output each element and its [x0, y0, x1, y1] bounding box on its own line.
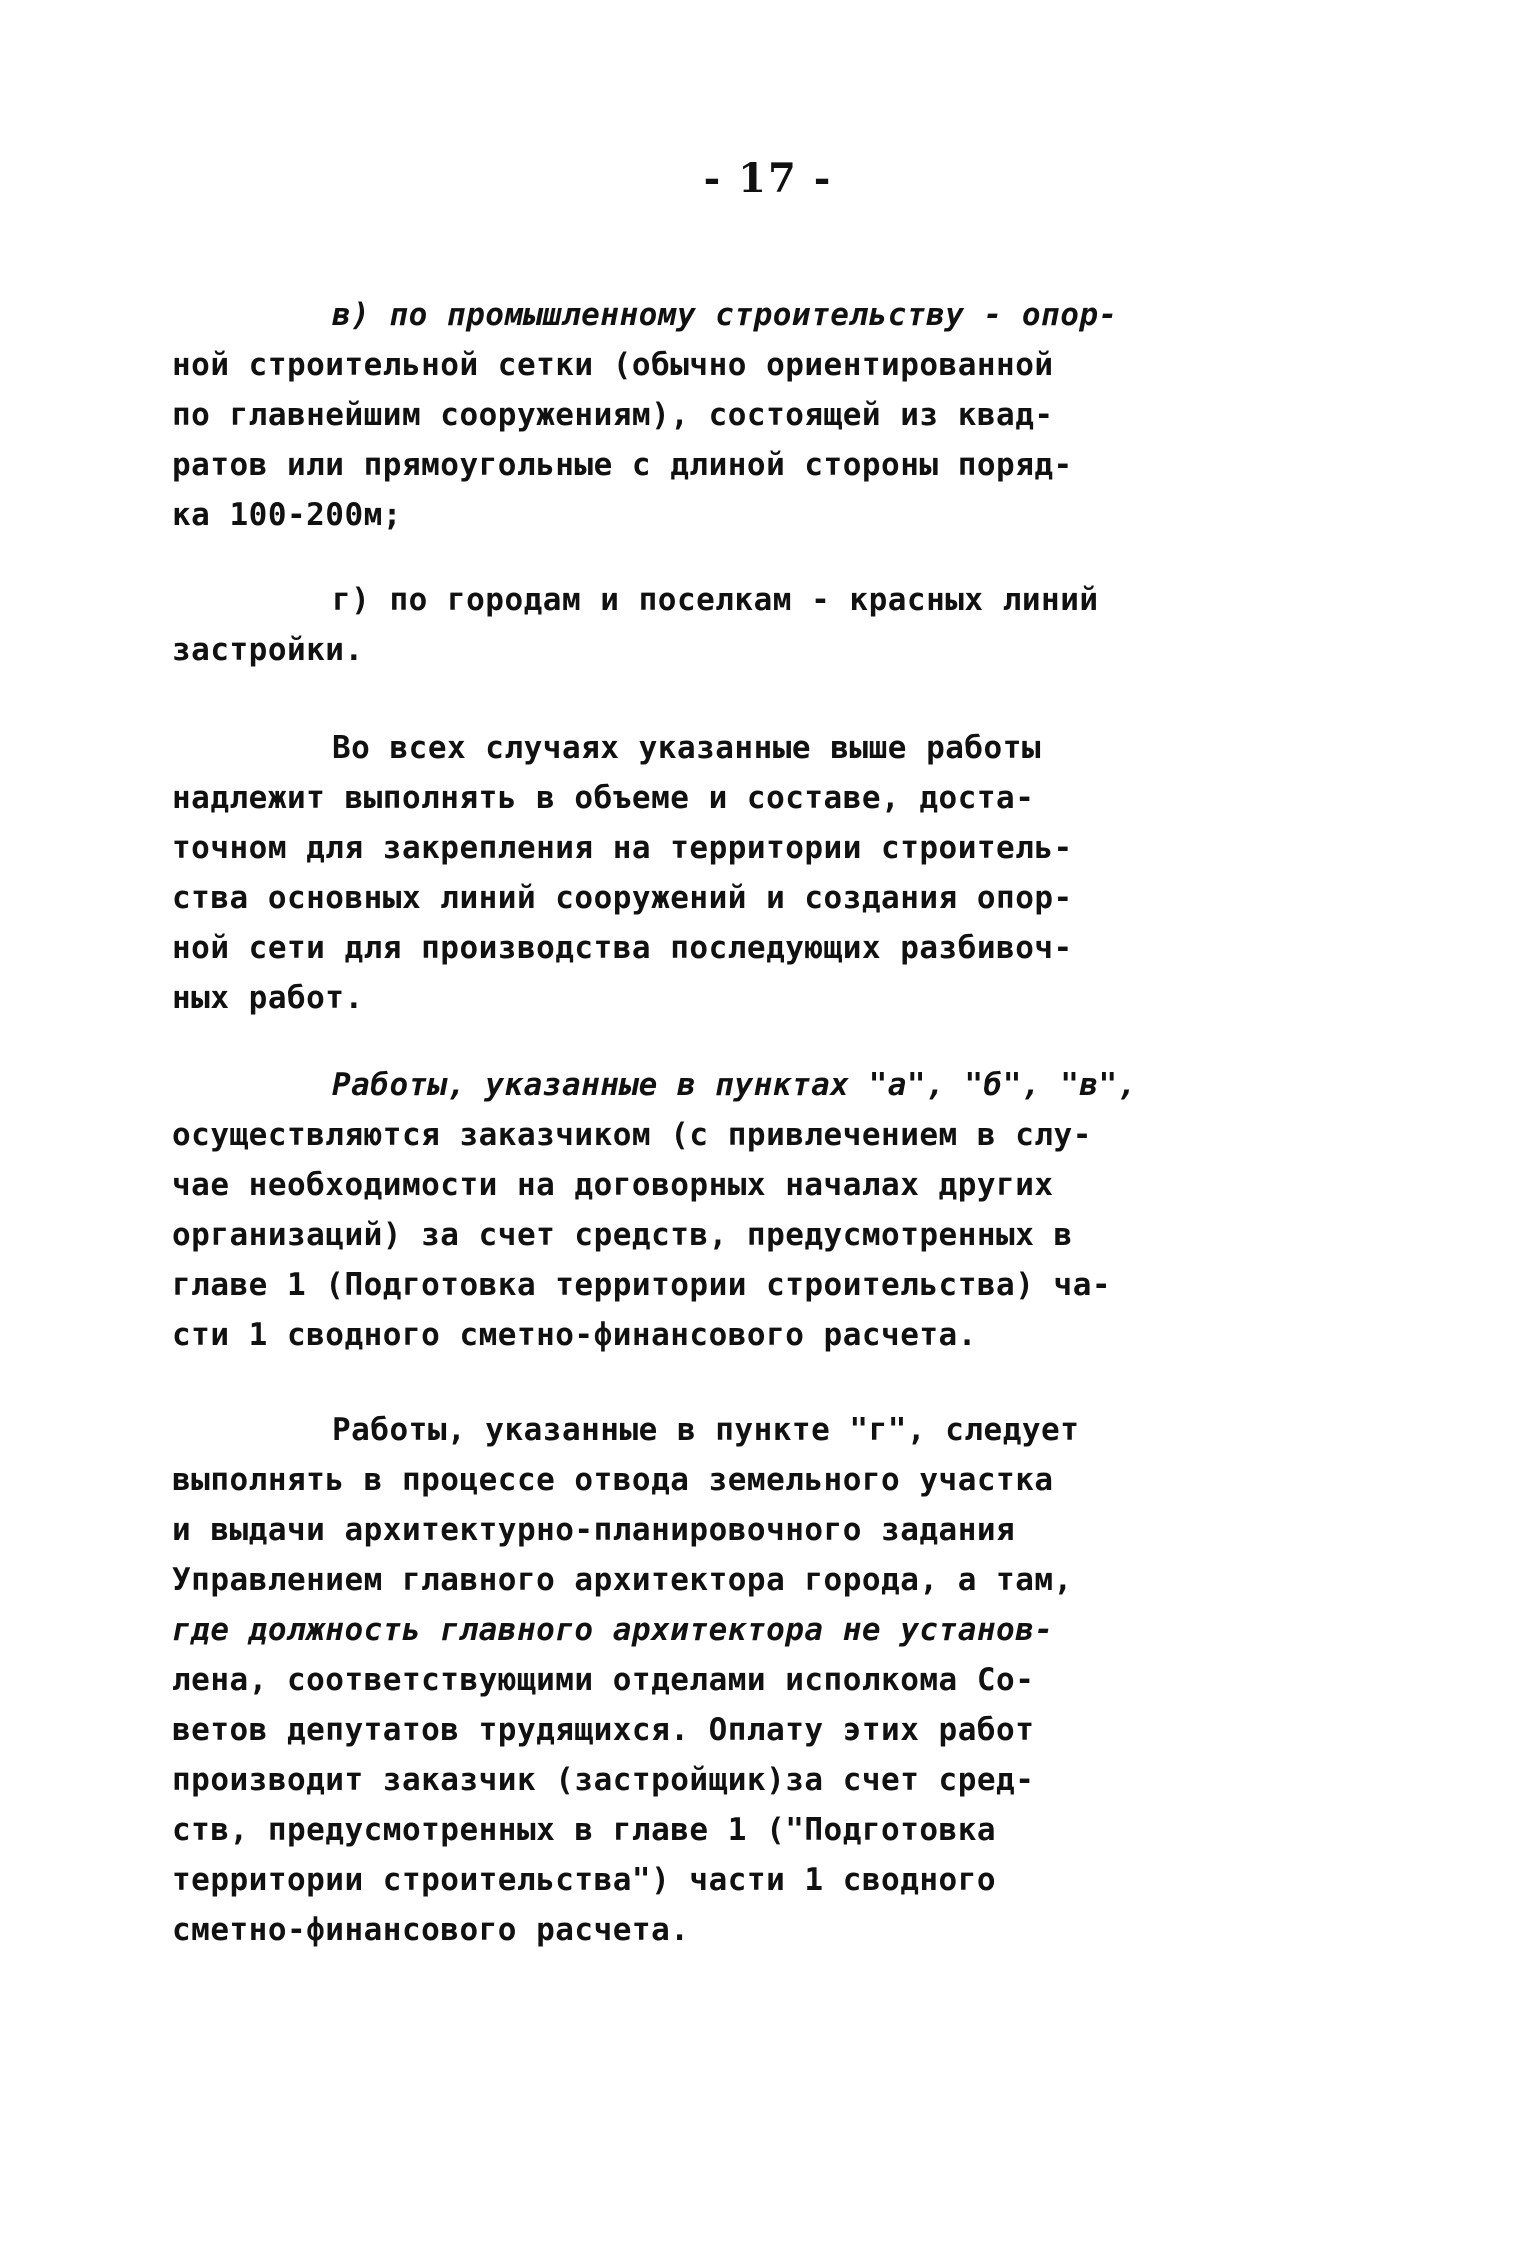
text-line: главе 1 (Подготовка территории строительства) ча- — [172, 1267, 1112, 1303]
text-line: чае необходимости на договорных началах других — [172, 1167, 1054, 1203]
text-line: Управлением главного архитектора города, а там, — [172, 1562, 1073, 1598]
text-line: ства основных линий сооружений и создания опор- — [172, 880, 1073, 916]
text-line: где должность главного архитектора не установ- — [172, 1612, 1054, 1648]
text-line: сти 1 сводного сметно-финансового расчета. — [172, 1317, 977, 1353]
text-line: Работы, указанные в пункте "г", следует — [332, 1412, 1080, 1448]
text-line: г) по городам и поселкам - красных линий — [332, 582, 1099, 618]
text-line: ветов депутатов трудящихся. Оплату этих работ — [172, 1712, 1035, 1748]
text-line: надлежит выполнять в объеме и составе, доста- — [172, 780, 1035, 816]
text-line: производит заказчик (застройщик)за счет сред- — [172, 1762, 1035, 1798]
paragraph-works-g — [172, 1405, 1372, 1955]
text-line: территории строительства") части 1 сводного — [172, 1862, 997, 1898]
paragraph-works-abv — [172, 1060, 1372, 1360]
text-line: ка 100-200м; — [172, 497, 402, 533]
text-line: Во всех случаях указанные выше работы — [332, 730, 1042, 766]
list-item-v — [172, 290, 1372, 540]
text-line: точном для закрепления на территории строитель- — [172, 830, 1073, 866]
text-line: сметно-финансового расчета. — [172, 1912, 690, 1948]
text-line: Работы, указанные в пунктах "а", "б", "в", — [332, 1067, 1137, 1103]
text-line: ной строительной сетки (обычно ориентированной — [172, 347, 1054, 383]
text-line: осуществляются заказчиком (с привлечением в слу- — [172, 1117, 1092, 1153]
text-line: в) по промышленному строительству - опор- — [332, 297, 1118, 333]
page-number: - 17 - — [703, 155, 833, 202]
paragraph-all-cases — [172, 723, 1372, 1023]
text-line: ств, предусмотренных в главе 1 ("Подготовка — [172, 1812, 997, 1848]
text-line: ных работ. — [172, 980, 364, 1016]
text-line: застройки. — [172, 632, 364, 668]
text-line: ной сети для производства последующих разбивоч- — [172, 930, 1073, 966]
text-line: организаций) за счет средств, предусмотренных в — [172, 1217, 1073, 1253]
text-line: и выдачи архитектурно-планировочного задания — [172, 1512, 1016, 1548]
text-line: лена, соответствующими отделами исполкома Со- — [172, 1662, 1035, 1698]
text-line: по главнейшим сооружениям), состоящей из квад- — [172, 397, 1054, 433]
text-line: ратов или прямоугольные с длиной стороны поряд- — [172, 447, 1073, 483]
text-line: выполнять в процессе отвода земельного участка — [172, 1462, 1054, 1498]
list-item-g — [172, 575, 1372, 675]
